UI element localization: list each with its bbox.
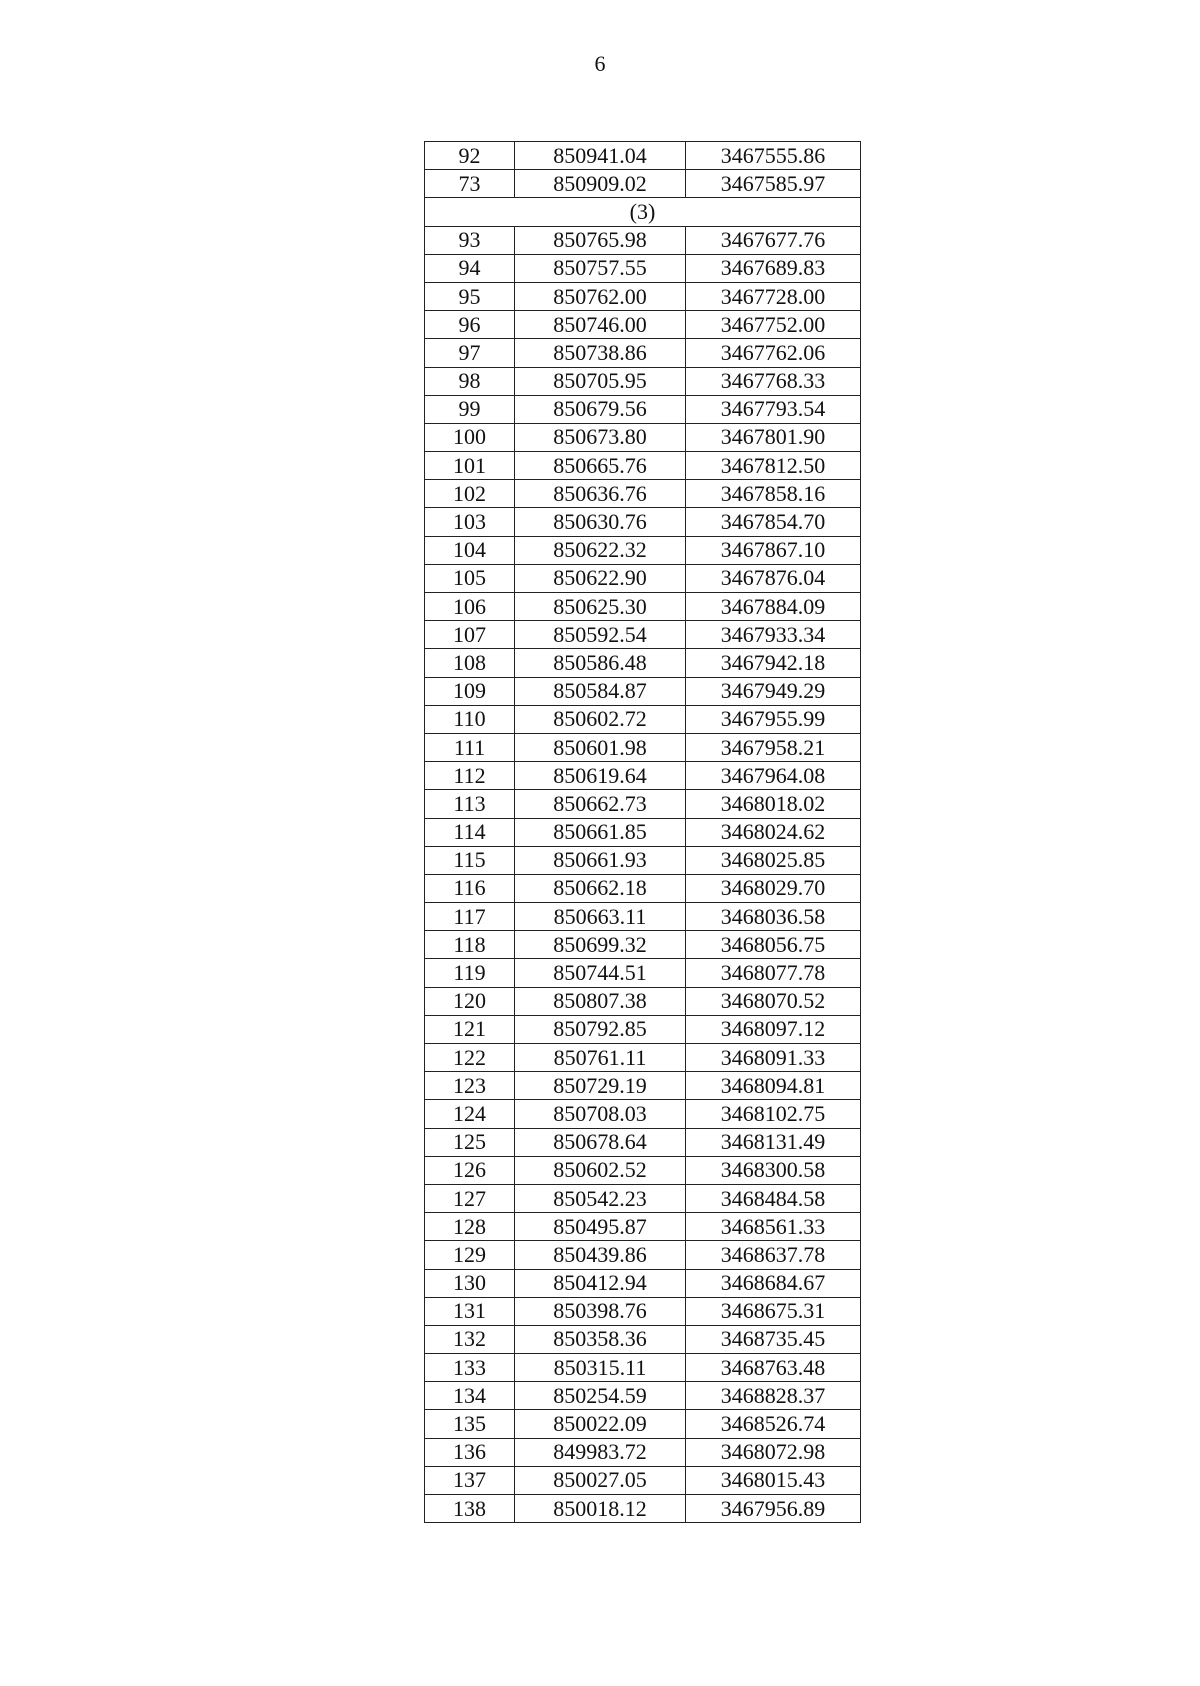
table-row	[425, 790, 861, 818]
x-coordinate-cell: 850592.54	[515, 621, 686, 649]
point-number-cell: 114	[425, 818, 515, 846]
point-number-cell: 112	[425, 762, 515, 790]
point-number-cell: 123	[425, 1072, 515, 1100]
x-coordinate-cell: 850018.12	[515, 1495, 686, 1523]
table-row	[425, 705, 861, 733]
point-number-cell: 122	[425, 1044, 515, 1072]
x-coordinate-cell: 850662.73	[515, 790, 686, 818]
y-coordinate-cell: 3467956.89	[686, 1495, 861, 1523]
y-coordinate-cell: 3467752.00	[686, 311, 861, 339]
y-coordinate-cell: 3467555.86	[686, 142, 861, 170]
table-row	[425, 1325, 861, 1353]
point-number-cell: 102	[425, 480, 515, 508]
table-row	[425, 987, 861, 1015]
point-number-cell: 103	[425, 508, 515, 536]
x-coordinate-cell: 850699.32	[515, 931, 686, 959]
x-coordinate-cell: 850586.48	[515, 649, 686, 677]
coordinates-table	[424, 141, 861, 1523]
x-coordinate-cell: 850630.76	[515, 508, 686, 536]
x-coordinate-cell: 850027.05	[515, 1466, 686, 1494]
point-number-cell: 101	[425, 452, 515, 480]
y-coordinate-cell: 3467677.76	[686, 226, 861, 254]
table-row	[425, 1269, 861, 1297]
y-coordinate-cell: 3468077.78	[686, 959, 861, 987]
table-row	[425, 1466, 861, 1494]
table-row	[425, 1438, 861, 1466]
x-coordinate-cell: 850601.98	[515, 733, 686, 761]
table-row	[425, 282, 861, 310]
point-number-cell: 127	[425, 1184, 515, 1212]
point-number-cell: 113	[425, 790, 515, 818]
y-coordinate-cell: 3468684.67	[686, 1269, 861, 1297]
x-coordinate-cell: 849983.72	[515, 1438, 686, 1466]
x-coordinate-cell: 850744.51	[515, 959, 686, 987]
x-coordinate-cell: 850542.23	[515, 1184, 686, 1212]
x-coordinate-cell: 850761.11	[515, 1044, 686, 1072]
x-coordinate-cell: 850439.86	[515, 1241, 686, 1269]
table-row	[425, 423, 861, 451]
x-coordinate-cell: 850807.38	[515, 987, 686, 1015]
point-number-cell: 128	[425, 1213, 515, 1241]
y-coordinate-cell: 3468056.75	[686, 931, 861, 959]
table-row	[425, 1354, 861, 1382]
point-number-cell: 100	[425, 423, 515, 451]
table-row	[425, 254, 861, 282]
x-coordinate-cell: 850663.11	[515, 903, 686, 931]
table-row	[425, 762, 861, 790]
y-coordinate-cell: 3467876.04	[686, 564, 861, 592]
x-coordinate-cell: 850746.00	[515, 311, 686, 339]
table-row	[425, 959, 861, 987]
table-row	[425, 508, 861, 536]
x-coordinate-cell: 850254.59	[515, 1382, 686, 1410]
y-coordinate-cell: 3467762.06	[686, 339, 861, 367]
table-row	[425, 1495, 861, 1523]
y-coordinate-cell: 3467949.29	[686, 677, 861, 705]
y-coordinate-cell: 3467854.70	[686, 508, 861, 536]
table-row	[425, 564, 861, 592]
point-number-cell: 98	[425, 367, 515, 395]
x-coordinate-cell: 850358.36	[515, 1325, 686, 1353]
coordinates-table-body	[425, 142, 861, 1523]
x-coordinate-cell: 850602.52	[515, 1156, 686, 1184]
table-row	[425, 931, 861, 959]
table-row	[425, 1410, 861, 1438]
y-coordinate-cell: 3468018.02	[686, 790, 861, 818]
y-coordinate-cell: 3468029.70	[686, 874, 861, 902]
y-coordinate-cell: 3467812.50	[686, 452, 861, 480]
y-coordinate-cell: 3468102.75	[686, 1100, 861, 1128]
point-number-cell: 118	[425, 931, 515, 959]
point-number-cell: 126	[425, 1156, 515, 1184]
y-coordinate-cell: 3468025.85	[686, 846, 861, 874]
table-row	[425, 818, 861, 846]
section-row	[425, 198, 861, 226]
table-row	[425, 536, 861, 564]
point-number-cell: 111	[425, 733, 515, 761]
x-coordinate-cell: 850705.95	[515, 367, 686, 395]
table-row	[425, 649, 861, 677]
x-coordinate-cell: 850941.04	[515, 142, 686, 170]
x-coordinate-cell: 850584.87	[515, 677, 686, 705]
table-row	[425, 1015, 861, 1043]
y-coordinate-cell: 3468024.62	[686, 818, 861, 846]
x-coordinate-cell: 850673.80	[515, 423, 686, 451]
y-coordinate-cell: 3467793.54	[686, 395, 861, 423]
point-number-cell: 108	[425, 649, 515, 677]
x-coordinate-cell: 850662.18	[515, 874, 686, 902]
point-number-cell: 132	[425, 1325, 515, 1353]
point-number-cell: 110	[425, 705, 515, 733]
x-coordinate-cell: 850625.30	[515, 593, 686, 621]
table-row	[425, 1128, 861, 1156]
point-number-cell: 135	[425, 1410, 515, 1438]
point-number-cell: 121	[425, 1015, 515, 1043]
table-row	[425, 226, 861, 254]
x-coordinate-cell: 850495.87	[515, 1213, 686, 1241]
point-number-cell: 120	[425, 987, 515, 1015]
page-number: 6	[594, 51, 606, 76]
point-number-cell: 107	[425, 621, 515, 649]
table-row	[425, 1382, 861, 1410]
point-number-cell: 134	[425, 1382, 515, 1410]
x-coordinate-cell: 850661.85	[515, 818, 686, 846]
table-row	[425, 677, 861, 705]
y-coordinate-cell: 3468015.43	[686, 1466, 861, 1494]
y-coordinate-cell: 3468070.52	[686, 987, 861, 1015]
table-row	[425, 621, 861, 649]
y-coordinate-cell: 3468300.58	[686, 1156, 861, 1184]
point-number-cell: 95	[425, 282, 515, 310]
table-row	[425, 170, 861, 198]
point-number-cell: 109	[425, 677, 515, 705]
y-coordinate-cell: 3468094.81	[686, 1072, 861, 1100]
table-row	[425, 846, 861, 874]
x-coordinate-cell: 850661.93	[515, 846, 686, 874]
point-number-cell: 131	[425, 1297, 515, 1325]
y-coordinate-cell: 3467884.09	[686, 593, 861, 621]
x-coordinate-cell: 850762.00	[515, 282, 686, 310]
table-row	[425, 1297, 861, 1325]
x-coordinate-cell: 850665.76	[515, 452, 686, 480]
table-row	[425, 1184, 861, 1212]
y-coordinate-cell: 3468097.12	[686, 1015, 861, 1043]
table-row	[425, 903, 861, 931]
y-coordinate-cell: 3468072.98	[686, 1438, 861, 1466]
table-row	[425, 142, 861, 170]
point-number-cell: 94	[425, 254, 515, 282]
y-coordinate-cell: 3468131.49	[686, 1128, 861, 1156]
point-number-cell: 133	[425, 1354, 515, 1382]
x-coordinate-cell: 850398.76	[515, 1297, 686, 1325]
x-coordinate-cell: 850765.98	[515, 226, 686, 254]
y-coordinate-cell: 3468637.78	[686, 1241, 861, 1269]
y-coordinate-cell: 3467964.08	[686, 762, 861, 790]
table-row	[425, 367, 861, 395]
point-number-cell: 119	[425, 959, 515, 987]
y-coordinate-cell: 3467867.10	[686, 536, 861, 564]
y-coordinate-cell: 3468036.58	[686, 903, 861, 931]
point-number-cell: 136	[425, 1438, 515, 1466]
point-number-cell: 97	[425, 339, 515, 367]
point-number-cell: 105	[425, 564, 515, 592]
table-row	[425, 1072, 861, 1100]
point-number-cell: 106	[425, 593, 515, 621]
point-number-cell: 124	[425, 1100, 515, 1128]
point-number-cell: 99	[425, 395, 515, 423]
table-row	[425, 733, 861, 761]
y-coordinate-cell: 3468763.48	[686, 1354, 861, 1382]
table-row	[425, 1100, 861, 1128]
table-row	[425, 1156, 861, 1184]
y-coordinate-cell: 3468735.45	[686, 1325, 861, 1353]
y-coordinate-cell: 3468484.58	[686, 1184, 861, 1212]
table-row	[425, 874, 861, 902]
table-row	[425, 480, 861, 508]
point-number-cell: 96	[425, 311, 515, 339]
y-coordinate-cell: 3467958.21	[686, 733, 861, 761]
point-number-cell: 104	[425, 536, 515, 564]
x-coordinate-cell: 850679.56	[515, 395, 686, 423]
point-number-cell: 92	[425, 142, 515, 170]
point-number-cell: 137	[425, 1466, 515, 1494]
x-coordinate-cell: 850678.64	[515, 1128, 686, 1156]
x-coordinate-cell: 850619.64	[515, 762, 686, 790]
y-coordinate-cell: 3467933.34	[686, 621, 861, 649]
table-row	[425, 311, 861, 339]
y-coordinate-cell: 3468561.33	[686, 1213, 861, 1241]
y-coordinate-cell: 3467585.97	[686, 170, 861, 198]
x-coordinate-cell: 850636.76	[515, 480, 686, 508]
table-row	[425, 1213, 861, 1241]
x-coordinate-cell: 850412.94	[515, 1269, 686, 1297]
x-coordinate-cell: 850602.72	[515, 705, 686, 733]
y-coordinate-cell: 3468526.74	[686, 1410, 861, 1438]
y-coordinate-cell: 3468091.33	[686, 1044, 861, 1072]
x-coordinate-cell: 850315.11	[515, 1354, 686, 1382]
table-row	[425, 1044, 861, 1072]
section-label: (3)	[425, 198, 861, 226]
point-number-cell: 73	[425, 170, 515, 198]
point-number-cell: 138	[425, 1495, 515, 1523]
point-number-cell: 125	[425, 1128, 515, 1156]
table-row	[425, 593, 861, 621]
point-number-cell: 115	[425, 846, 515, 874]
table-row	[425, 339, 861, 367]
y-coordinate-cell: 3467689.83	[686, 254, 861, 282]
table-row	[425, 395, 861, 423]
point-number-cell: 93	[425, 226, 515, 254]
point-number-cell: 130	[425, 1269, 515, 1297]
table-row	[425, 1241, 861, 1269]
x-coordinate-cell: 850708.03	[515, 1100, 686, 1128]
x-coordinate-cell: 850622.90	[515, 564, 686, 592]
x-coordinate-cell: 850757.55	[515, 254, 686, 282]
y-coordinate-cell: 3467768.33	[686, 367, 861, 395]
y-coordinate-cell: 3467858.16	[686, 480, 861, 508]
y-coordinate-cell: 3467942.18	[686, 649, 861, 677]
y-coordinate-cell: 3468675.31	[686, 1297, 861, 1325]
x-coordinate-cell: 850729.19	[515, 1072, 686, 1100]
y-coordinate-cell: 3467955.99	[686, 705, 861, 733]
x-coordinate-cell: 850738.86	[515, 339, 686, 367]
x-coordinate-cell: 850792.85	[515, 1015, 686, 1043]
x-coordinate-cell: 850909.02	[515, 170, 686, 198]
y-coordinate-cell: 3467801.90	[686, 423, 861, 451]
point-number-cell: 116	[425, 874, 515, 902]
point-number-cell: 117	[425, 903, 515, 931]
y-coordinate-cell: 3468828.37	[686, 1382, 861, 1410]
x-coordinate-cell: 850022.09	[515, 1410, 686, 1438]
x-coordinate-cell: 850622.32	[515, 536, 686, 564]
table-row	[425, 452, 861, 480]
y-coordinate-cell: 3467728.00	[686, 282, 861, 310]
point-number-cell: 129	[425, 1241, 515, 1269]
